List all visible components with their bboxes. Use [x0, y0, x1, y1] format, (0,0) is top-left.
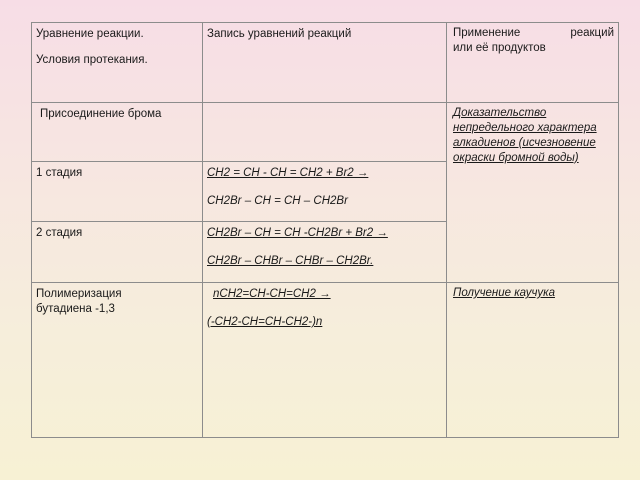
reactions-table	[31, 22, 619, 438]
application-cell	[447, 283, 619, 438]
header-row	[32, 23, 619, 103]
equation-line: CH2Br – CHBr – CHBr – CH2Br.	[207, 255, 374, 267]
stage-label: Присоединение брома	[40, 108, 162, 120]
header-conditions-text: Условия протекания.	[36, 54, 148, 66]
stage-label: 1 стадия	[36, 167, 83, 179]
stage-cell	[32, 283, 203, 438]
header-application-line2: или её продуктов	[453, 42, 546, 54]
equation-cell	[203, 162, 447, 222]
header-application-line1: Применение реакций	[453, 27, 614, 39]
equation-line: CH2Br – CH = CH – CH2Br	[207, 195, 348, 207]
stage-label-line2: бутадиена -1,3	[36, 303, 115, 315]
equation-cell	[203, 283, 447, 438]
application-cell	[447, 103, 619, 283]
equation-line: CH2Br – CH = CH -CH2Br + Br2 →	[207, 227, 388, 239]
equation-cell	[203, 103, 447, 162]
stage-label: 2 стадия	[36, 227, 83, 239]
table-row	[32, 103, 619, 162]
header-cell-record	[203, 23, 447, 103]
equation-cell	[203, 222, 447, 283]
stage-cell	[32, 162, 203, 222]
equation-line: nCH2=CH-CH=CH2 →	[213, 288, 331, 300]
equation-line: CH2 = CH - CH = CH2 + Br2 →	[207, 167, 369, 179]
equation-line: (-CH2-CH=CH-CH2-)n	[207, 316, 323, 328]
table-row	[32, 283, 619, 438]
header-cell-application	[447, 23, 619, 103]
application-text: Получение каучука	[453, 287, 555, 299]
header-record-text: Запись уравнений реакций	[207, 28, 352, 40]
header-equation-text: Уравнение реакции.	[36, 28, 144, 40]
stage-cell	[32, 222, 203, 283]
stage-cell	[32, 103, 203, 162]
application-text: Доказательство непредельного характера алкадиенов (исчезновение окраски бромной воды)	[453, 107, 597, 164]
stage-label: Полимеризация	[36, 288, 122, 300]
header-cell-equation	[32, 23, 203, 103]
